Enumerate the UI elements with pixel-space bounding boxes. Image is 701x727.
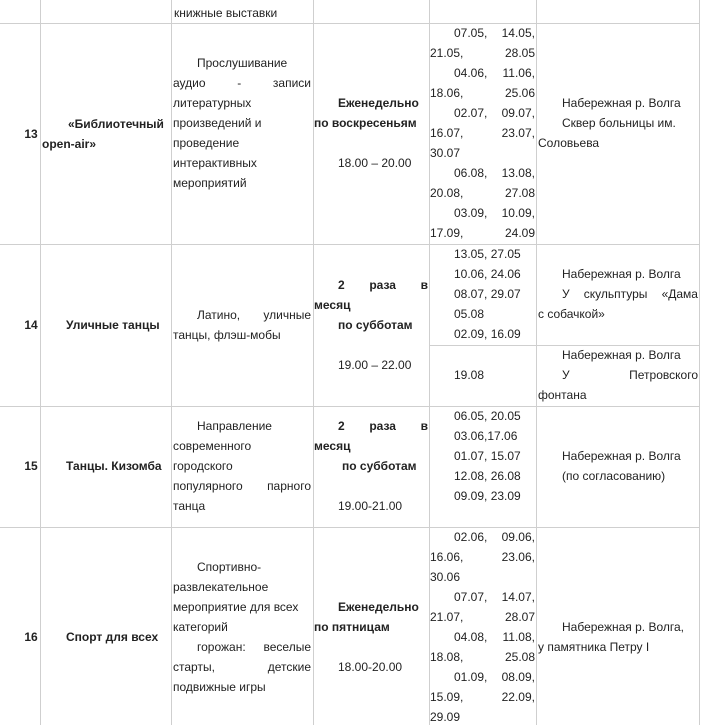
column-divider (536, 0, 537, 725)
event-place: Набережная р. Волга (по согласованию) (562, 449, 681, 483)
column-divider (171, 0, 172, 725)
row-number: 15 (24, 459, 38, 473)
event-place: Набережная р. Волга, у памятника Петру I (538, 620, 685, 654)
event-description: Спортивно- развлекательное мероприятие для всех категорий горожан: веселые старты, детские подвижные игры (173, 560, 311, 694)
event-place: Набережная р. Волга У Петровского фонтана (538, 348, 698, 402)
row-number: 16 (24, 630, 38, 644)
event-schedule: 2 раза в месяц по субботам (314, 278, 428, 332)
event-name: Уличные танцы (66, 318, 160, 332)
event-time: 18.00 – 20.00 (338, 156, 412, 170)
column-divider (699, 0, 700, 725)
event-schedule: 2 раза в месяц по субботам (314, 419, 428, 473)
event-description: Прослушивание аудио - записи литературных произведений и проведение интерактивных мероприятий (173, 56, 311, 190)
event-time: 19.00 – 22.00 (338, 358, 412, 372)
row-number: 14 (24, 318, 38, 332)
event-dates: 13.05, 27.05 10.06, 24.06 08.07, 29.07 05.08 02.09, 16.09 (454, 247, 521, 341)
event-place: Набережная р. Волга Сквер больницы им. Соловьева (538, 96, 681, 150)
event-schedule: Еженедельно по пятницам (314, 600, 419, 634)
event-dates: 02.06, 09.06, 16.06, 23.06, 30.06 07.07, 14.07, 21.07, 28.07 04.08, 11.08, 18.08, 25.08 01.09, 08.09, 15.09, 22.09, 29.09 (430, 530, 535, 724)
event-time: 18.00-20.00 (338, 660, 403, 674)
row-divider (0, 406, 700, 407)
event-name: Танцы. Кизомба (66, 459, 162, 473)
event-time: 19.00-21.00 (338, 499, 403, 513)
event-dates: 06.05, 20.05 03.06,17.06 01.07, 15.07 12.08, 26.08 09.09, 23.09 (454, 409, 521, 503)
event-schedule: Еженедельно по воскресеньям (314, 96, 419, 130)
event-description: Латино, уличные танцы, флэш-мобы (173, 308, 311, 342)
row-divider (0, 23, 700, 24)
row-divider (0, 244, 700, 245)
row-divider (0, 527, 700, 528)
event-name: «Библиотечный open-air» (42, 117, 164, 151)
column-divider (40, 0, 41, 725)
prev-row-desc-fragment: книжные выставки (174, 6, 278, 20)
event-description: Направление современного городского популярного парного танца (173, 419, 311, 513)
event-dates: 07.05, 14.05, 21.05, 28.05 04.06, 11.06, 18.06, 25.06 02.07, 09.07, 16.07, 23.07, 30.07 06.08, 13.08, 20.08, 27.08 03.09, 10.09, 17.09, 24.09 (430, 26, 535, 240)
row-number: 13 (24, 127, 38, 141)
event-dates: 19.08 (454, 368, 485, 382)
event-place: Набережная р. Волга У скульптуры «Дама с собачкой» (538, 267, 698, 321)
event-name: Спорт для всех (66, 630, 159, 644)
